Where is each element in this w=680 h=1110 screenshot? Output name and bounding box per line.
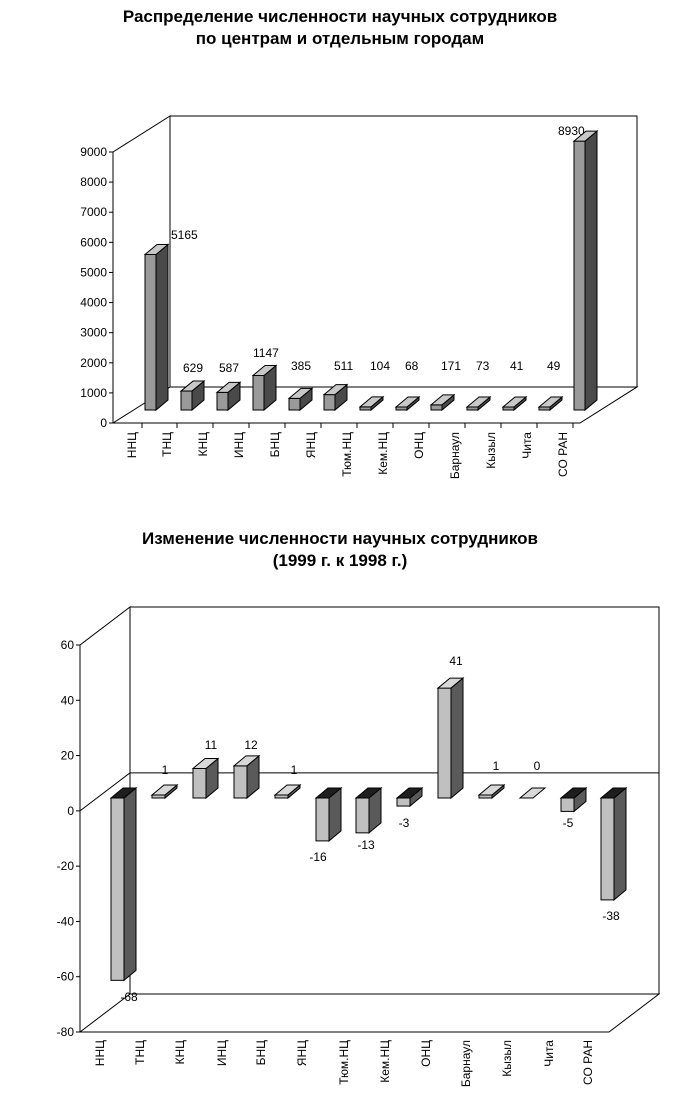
chart2-floor xyxy=(80,994,659,1032)
chart2-bar-side xyxy=(614,788,626,900)
chart1-x-tick-label: Тюм.НЦ xyxy=(340,432,354,477)
chart2-y-tick-label: -20 xyxy=(56,859,74,874)
chart2-data-label: 1 xyxy=(492,759,500,773)
chart1-data-label: 8930 xyxy=(558,124,585,138)
chart1-x-tick-label: КНЦ xyxy=(196,432,210,457)
chart2-title-line2: (1999 г. к 1998 г.) xyxy=(272,551,408,570)
chart2-bar xyxy=(234,766,247,798)
chart2-x-tick-label: Тюм.НЦ xyxy=(337,1040,351,1085)
chart1-y-tick-label: 9000 xyxy=(80,145,107,159)
chart2-data-label: -38 xyxy=(602,909,620,923)
chart2-bar xyxy=(356,798,369,833)
chart1-data-label: 1147 xyxy=(253,346,279,360)
chart1-y-tick-label: 7000 xyxy=(80,205,107,220)
chart2-y-tick-label: 0 xyxy=(67,803,74,818)
chart1-data-label: 587 xyxy=(219,361,240,375)
chart1-y-tick-label: 1000 xyxy=(80,385,107,400)
chart1-x-tick-label: Барнаул xyxy=(448,432,462,480)
chart1-y-tick-label: 4000 xyxy=(80,295,107,310)
chart2-bar xyxy=(397,798,410,806)
chart2-bar xyxy=(316,798,329,841)
chart1-x-tick-label: ИНЦ xyxy=(232,432,246,459)
chart1-data-label: 41 xyxy=(510,359,524,373)
chart2-data-label: 41 xyxy=(449,654,463,668)
chart2-x-tick-label: ТНЦ xyxy=(133,1040,147,1065)
chart1-y-tick-label: 3000 xyxy=(80,325,107,340)
chart2-bar xyxy=(438,688,451,798)
chart2-y-tick-label: -80 xyxy=(56,1025,74,1039)
chart1-y-tick-label: 6000 xyxy=(80,235,107,250)
chart1-x-tick-label: ННЦ xyxy=(125,432,139,459)
chart1-x-tick-label: ОНЦ xyxy=(412,432,426,459)
chart1-x-tick-label: ЯНЦ xyxy=(304,432,318,459)
chart2-data-label: 0 xyxy=(533,759,541,773)
chart1-x-tick-label: Кем.НЦ xyxy=(376,432,390,475)
chart2-x-tick-label: Кызыл xyxy=(500,1040,514,1077)
chart2-bar-top xyxy=(520,788,545,798)
chart2-bar xyxy=(193,769,206,798)
chart2-y-tick-label: -60 xyxy=(56,969,74,984)
chart1-x-tick-label: СО РАН xyxy=(556,432,570,477)
chart1-data-label: 385 xyxy=(291,359,312,373)
chart1-data-label: 104 xyxy=(370,359,391,373)
chart2-data-label: -3 xyxy=(398,816,410,830)
chart1-y-tick-label: 5000 xyxy=(80,265,107,280)
chart2-y-tick-label: 20 xyxy=(60,748,74,763)
chart2-y-tick-label: 60 xyxy=(60,638,74,652)
chart1-y-tick-label: 8000 xyxy=(80,175,107,190)
chart2-y-tick-label: 40 xyxy=(60,693,74,708)
chart2-data-label: -5 xyxy=(562,816,574,830)
chart1-data-label: 5165 xyxy=(171,228,198,242)
chart1-data-label: 73 xyxy=(476,359,490,373)
chart2-bar-side xyxy=(451,678,463,798)
chart2-y-tick-label: -40 xyxy=(56,914,74,929)
chart1-data-label: 511 xyxy=(334,359,354,373)
chart2-data-label: 11 xyxy=(204,738,218,752)
chart1-y-tick-label: 0 xyxy=(100,416,107,430)
chart2-bar xyxy=(601,798,614,900)
chart1-data-label: 629 xyxy=(183,361,204,375)
chart1-data-label: 49 xyxy=(547,359,561,373)
chart1-x-tick-label: БНЦ xyxy=(268,432,282,458)
chart2-bar xyxy=(561,798,574,811)
chart2-bar xyxy=(111,798,124,980)
chart1-x-tick-label: Кызыл xyxy=(484,432,498,469)
chart1-y-tick-label: 2000 xyxy=(80,355,107,370)
chart2-x-tick-label: ИНЦ xyxy=(215,1040,229,1067)
chart2-data-label: 12 xyxy=(244,738,258,752)
chart2-x-tick-label: ЯНЦ xyxy=(295,1040,309,1067)
chart2-x-tick-label: Барнаул xyxy=(459,1040,473,1088)
chart2-x-tick-label: КНЦ xyxy=(173,1040,187,1065)
chart1-title-line2: по центрам и отдельным городам xyxy=(195,29,485,48)
chart2-x-tick-label: ОНЦ xyxy=(419,1040,433,1067)
chart1-x-tick-label: Чита xyxy=(520,432,534,459)
chart2-x-tick-label: ННЦ xyxy=(93,1040,107,1067)
chart2-data-label: 1 xyxy=(161,763,169,777)
chart2-data-label: 1 xyxy=(290,763,298,777)
chart2-data-label: -13 xyxy=(357,838,375,852)
chart1-title-line1: Распределение численности научных сотрудников xyxy=(122,7,558,26)
chart2-data-label: -68 xyxy=(120,990,138,1004)
chart2-x-tick-label: СО РАН xyxy=(581,1040,595,1085)
chart2-bar-side xyxy=(124,788,136,980)
chart2-x-tick-label: БНЦ xyxy=(254,1040,268,1066)
chart2-title-line1: Изменение численности научных сотрудников xyxy=(142,529,538,548)
chart1-data-label: 171 xyxy=(441,359,462,373)
chart2-x-tick-label: Кем.НЦ xyxy=(378,1040,392,1083)
chart2-data-label: -16 xyxy=(309,850,327,864)
chart1-x-tick-label: ТНЦ xyxy=(160,432,174,457)
chart1-data-label: 68 xyxy=(405,359,419,373)
chart2-x-tick-label: Чита xyxy=(542,1040,556,1067)
